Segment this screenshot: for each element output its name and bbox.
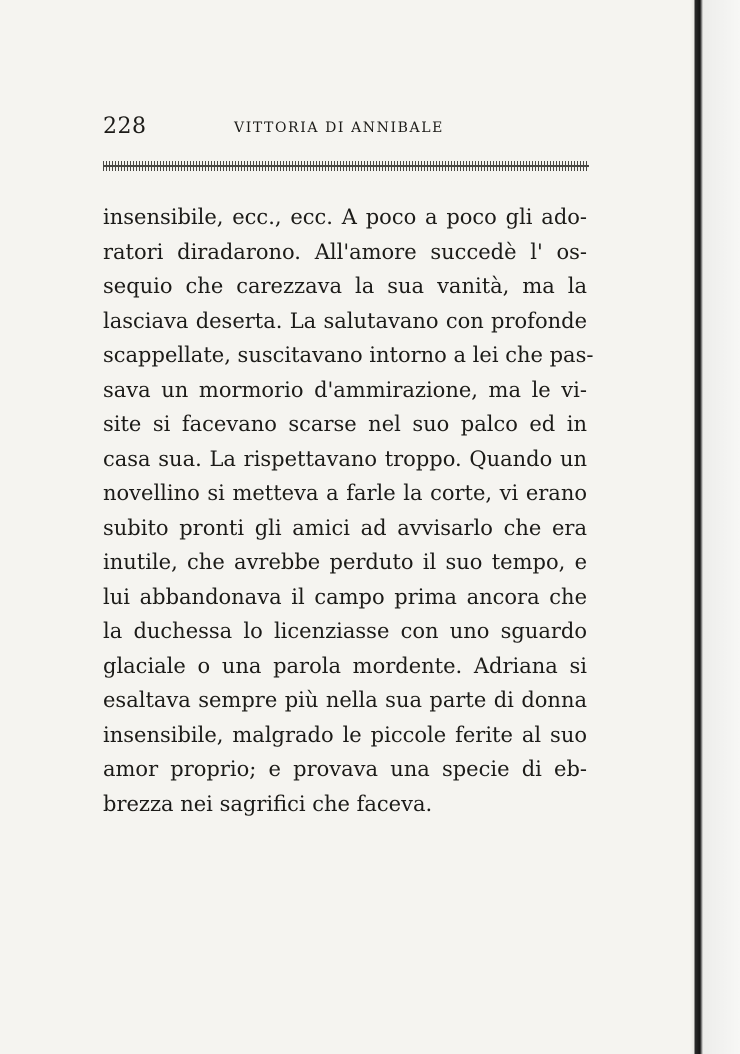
ornamental-divider xyxy=(103,161,589,171)
text-line: brezza nei sagrifici che faceva. xyxy=(103,791,433,816)
text-line: insensibile, ecc., ecc. A poco a poco gli ado- xyxy=(103,205,587,229)
text-line: casa sua. La rispettavano troppo. Quando un xyxy=(103,446,587,471)
text-line: ratori diradarono. All'amore succedè l' os- xyxy=(103,239,587,264)
text-line: novellino si metteva a farle la corte, vi erano xyxy=(103,481,587,505)
text-line: inutile, che avrebbe perduto il suo tempo, e xyxy=(103,550,587,574)
body-text xyxy=(103,200,594,821)
text-line: lasciava deserta. La salutavano con profonde xyxy=(103,308,587,333)
text-line: sava un mormorio d'ammirazione, ma le vi- xyxy=(103,377,587,402)
running-title: VITTORIA DI ANNIBALE xyxy=(234,120,444,136)
text-line: esaltava sempre più nella sua parte di donna xyxy=(103,688,587,712)
page-header xyxy=(103,112,588,142)
text-line: site si facevano scarse nel suo palco ed in xyxy=(103,412,587,436)
text-line: lui abbandonava il campo prima ancora che xyxy=(103,584,587,609)
page-number: 228 xyxy=(103,114,147,139)
text-line: sequio che carezzava la sua vanità, ma la xyxy=(103,274,587,298)
text-line: insensibile, malgrado le piccole ferite al suo xyxy=(103,722,587,747)
book-spine-edge xyxy=(690,0,740,1054)
text-line: scappellate, suscitavano intorno a lei che pas- xyxy=(103,343,594,367)
text-line: subito pronti gli amici ad avvisarlo che era xyxy=(103,515,587,540)
text-line: la duchessa lo licenziasse con uno sguardo xyxy=(103,619,587,643)
text-line: amor proprio; e provava una specie di eb- xyxy=(103,757,587,781)
text-line: glaciale o una parola mordente. Adriana si xyxy=(103,653,587,678)
